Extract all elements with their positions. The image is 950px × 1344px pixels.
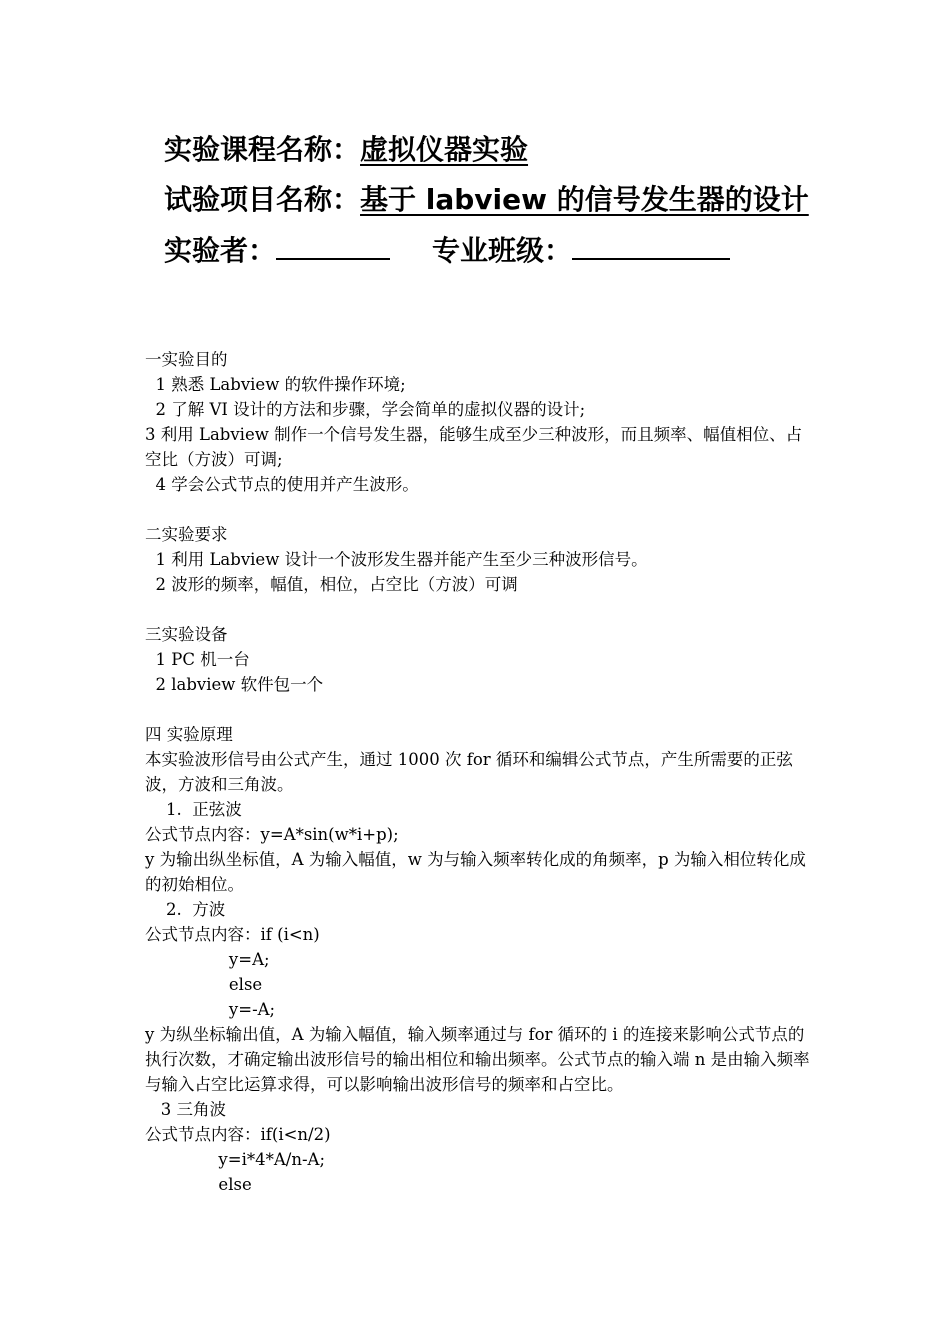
experimenter-line	[164, 230, 730, 271]
requirement-item: 1 利用 Labview 设计一个波形发生器并能产生至少三种波形信号。	[145, 550, 648, 569]
section-title-principle: 四 实验原理	[145, 725, 233, 744]
project-name-label: 试验项目名称：	[164, 183, 361, 216]
square-formula-line: y=A;	[145, 950, 270, 969]
experimenter-label: 实验者：	[164, 234, 277, 267]
triangle-formula-line: else	[145, 1175, 252, 1194]
purpose-item: 1 熟悉 Labview 的软件操作环境;	[145, 375, 406, 394]
square-formula-line: y=-A;	[145, 1000, 276, 1019]
sine-formula: 公式节点内容：y=A*sin(w*i+p);	[145, 825, 399, 844]
requirement-item: 2 波形的频率，幅值，相位，占空比（方波）可调	[145, 575, 518, 594]
square-description: y 为纵坐标输出值，A 为输入幅值，输入频率通过与 for 循环的 i 的连接来影响公式节点的执行次数，才确定输出波形信号的输出相位和输出频率。公式节点的输入端 n 是由输入频率与输入占空比运算求得，可以影响输出波形信号的频率和占空比。	[145, 1025, 810, 1094]
sine-description: y 为输出纵坐标值，A 为输入幅值，w 为与输入频率转化成的角频率，p 为输入相位转化成的初始相位。	[145, 850, 806, 894]
section-title-purpose: 一实验目的	[145, 350, 228, 369]
course-name-label: 实验课程名称：	[164, 133, 361, 166]
course-name-line	[164, 130, 528, 170]
square-formula-line: else	[145, 975, 263, 994]
equipment-item: 2 labview 软件包一个	[145, 675, 324, 694]
triangle-formula-line: 公式节点内容：if(i<n/2)	[145, 1125, 331, 1144]
section-title-equipment: 三实验设备	[145, 625, 228, 644]
course-name-value: 虚拟仪器实验	[360, 133, 529, 166]
square-title: 2. 方波	[145, 900, 226, 919]
purpose-item: 2 了解 VI 设计的方法和步骤，学会简单的虚拟仪器的设计;	[145, 400, 586, 419]
purpose-item: 4 学会公式节点的使用并产生波形。	[145, 475, 419, 494]
sine-title: 1. 正弦波	[145, 800, 242, 819]
equipment-item: 1 PC 机一台	[145, 650, 250, 669]
square-formula-line: 公式节点内容：if (i<n)	[145, 925, 320, 944]
class-label: 专业班级：	[432, 234, 573, 267]
class-blank	[572, 230, 730, 260]
experimenter-blank	[276, 230, 390, 260]
principle-intro: 本实验波形信号由公式产生，通过 1000 次 for 循环和编辑公式节点，产生所需要的正弦波，方波和三角波。	[145, 750, 793, 794]
triangle-formula-line: y=i*4*A/n-A;	[145, 1150, 326, 1169]
project-name-value: 基于 labview 的信号发生器的设计	[360, 183, 809, 216]
triangle-title: 3 三角波	[145, 1100, 226, 1119]
section-title-requirements: 二实验要求	[145, 525, 228, 544]
project-name-line	[164, 180, 809, 220]
document-body	[145, 347, 810, 1197]
purpose-item: 3 利用 Labview 制作一个信号发生器，能够生成至少三种波形，而且频率、幅值相位、占空比（方波）可调;	[145, 425, 803, 469]
